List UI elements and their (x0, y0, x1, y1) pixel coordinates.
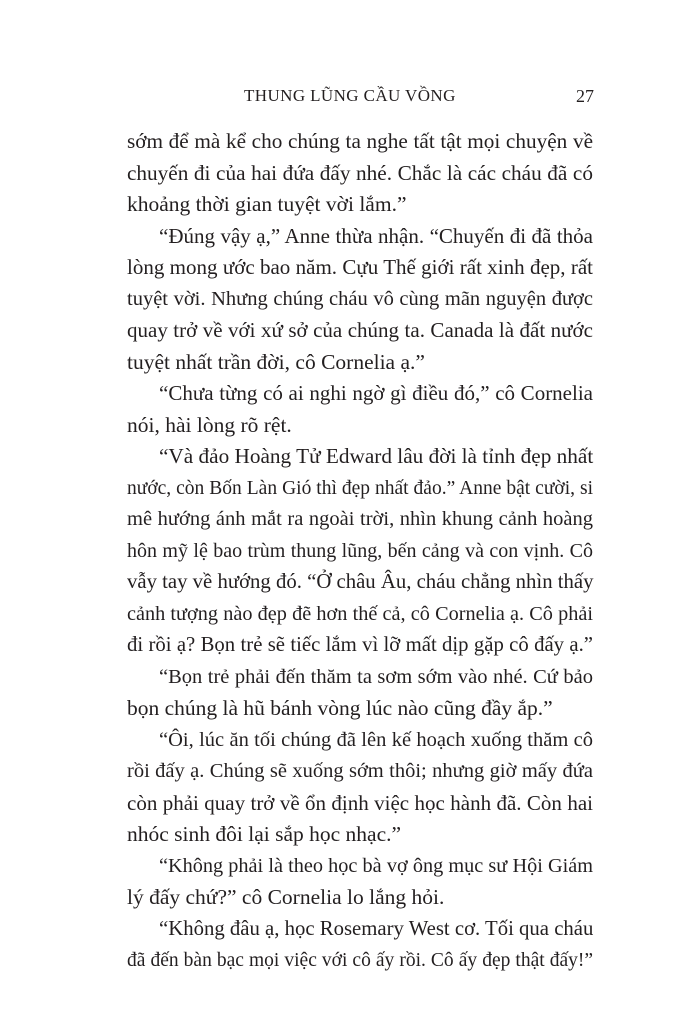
text-line: tuyệt nhất trần đời, cô Cornelia ạ.” (127, 349, 425, 374)
text-line: nói, hài lòng rõ rệt. (127, 412, 292, 437)
text-line: bọn chúng là hũ bánh vòng lúc nào cũng đầy ắp.” (127, 696, 553, 720)
text-line: mê hướng ánh mắt ra ngoài trời, nhìn khung cảnh hoàng (127, 508, 593, 530)
text-line: hôn mỹ lệ bao trùm thung lũng, bến cảng và con vịnh. Cô (127, 539, 593, 562)
text-line: nhóc sinh đôi lại sắp học nhạc.” (127, 822, 402, 846)
text-line: khoảng thời gian tuyệt vời lắm.” (127, 192, 407, 216)
text-line: sớm để mà kể cho chúng ta nghe tất tật mọi chuyện về (127, 129, 593, 153)
text-line: đã đến bàn bạc mọi việc với cô ấy rồi. Cô ấy đẹp thật đấy!” (127, 950, 593, 971)
text-line: tuyệt vời. Nhưng chúng cháu vô cùng mãn nguyện được (127, 287, 593, 310)
text-line: “Chưa từng có ai nghi ngờ gì điều đó,” cô Cornelia (159, 381, 593, 405)
text-line: đi rồi ạ? Bọn trẻ sẽ tiếc lắm vì lỡ mất dịp gặp cô đấy ạ.” (127, 634, 593, 656)
text-line: lòng mong ước bao năm. Cựu Thế giới rất xinh đẹp, rất (127, 255, 593, 279)
text-line: “Và đảo Hoàng Tử Edward lâu đời là tỉnh đẹp nhất (159, 444, 594, 468)
text-line: chuyến đi của hai đứa đấy nhé. Chắc là các cháu đã có (127, 160, 593, 185)
text-line: lý đấy chứ?” cô Cornelia lo lắng hỏi. (127, 885, 445, 909)
text-line: vẫy tay về hướng đó. “Ở châu Âu, cháu chẳng nhìn thấy (127, 571, 594, 593)
text-line: “Không đâu ạ, học Rosemary West cơ. Tối qua cháu (159, 917, 594, 940)
body-text (127, 126, 593, 977)
page-number: 27 (576, 86, 594, 106)
text-line: quay trở về với xứ sở của chúng ta. Canada là đất nước (127, 318, 593, 342)
text-line: còn phải quay trở về ổn định việc học hành đã. Còn hai (127, 790, 593, 815)
running-head (0, 86, 700, 110)
text-line: “Đúng vậy ạ,” Anne thừa nhận. “Chuyến đi đã thỏa (159, 223, 593, 248)
text-line: “Bọn trẻ phải đến thăm ta sơm sớm vào nhé. Cứ bảo (159, 665, 593, 688)
text-line: cảnh tượng nào đẹp đẽ hơn thế cả, cô Cornelia ạ. Cô phải (127, 602, 593, 625)
text-line: nước, còn Bốn Làn Gió thì đẹp nhất đảo.” Anne bật cười, si (127, 477, 593, 499)
text-line: “Không phải là theo học bà vợ ông mục sư Hội Giám (159, 854, 593, 877)
text-line: “Ôi, lúc ăn tối chúng đã lên kế hoạch xuống thăm cô (159, 728, 593, 751)
text-line: rồi đấy ạ. Chúng sẽ xuống sớm thôi; nhưng giờ mấy đứa (127, 760, 593, 782)
running-title: THUNG LŨNG CẦU VỒNG (244, 86, 456, 105)
